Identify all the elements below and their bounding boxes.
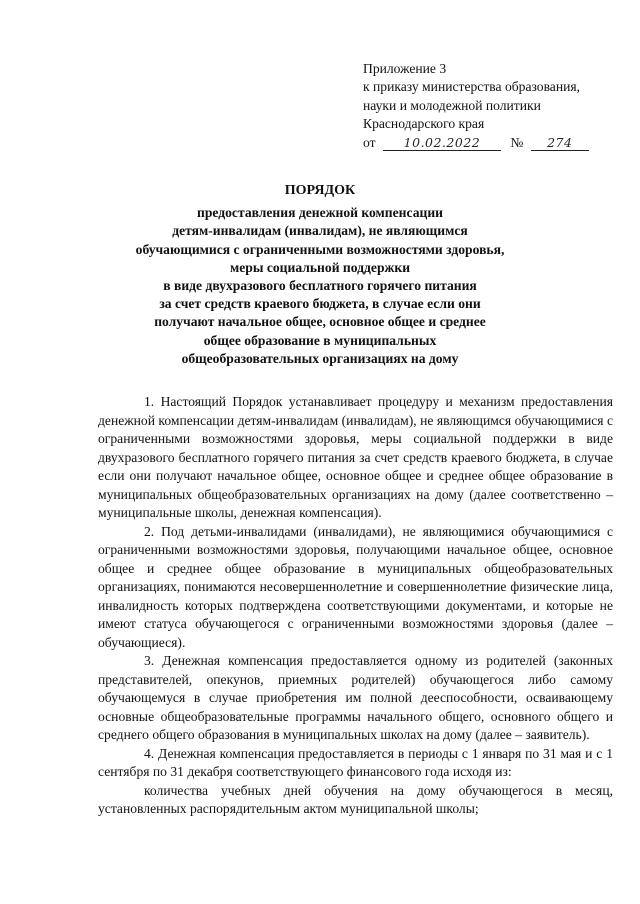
handwritten-date: 10.02.2022: [403, 134, 481, 150]
handwritten-number: 274: [547, 134, 573, 150]
title-line: общее образование в муниципальных: [203, 332, 437, 348]
paragraph-1: 1. Настоящий Порядок устанавливает процедуру и механизм предоставления денежной компенсации детям-инвалидам (инвалидам), не являющимся обучающимися с ограниченными возможностями здоровья, меры социальной поддержки в виде двухразового бесплатного горячего питания за счет средств краевого бюджета, в случае если они получают начальное общее, основное общее и среднее общее образование в муниципальных общеобразовательных организациях на дому (далее соответственно – муниципальные школы, денежная компенсация).: [98, 394, 613, 520]
paragraph-4: 4. Денежная компенсация предоставляется в периоды с 1 января по 31 мая и с 1 сентября по 31 декабря соответствующего финансового года исходя из:: [98, 745, 613, 779]
annex-ministry-line: науки и молодежной политики: [363, 97, 541, 113]
annex-date-number-line: [363, 134, 625, 152]
number-field: [531, 135, 589, 151]
number-label: №: [510, 134, 524, 150]
document-body: [98, 393, 613, 819]
annex-region-line: Краснодарского края: [363, 116, 485, 132]
title-line: получают начальное общее, основное общее и среднее: [154, 314, 486, 330]
annex-block: [363, 60, 625, 152]
annex-number: Приложение 3: [363, 61, 447, 76]
annex-order-line: к приказу министерства образования,: [363, 79, 581, 95]
paragraph-4-item: количества учебных дней обучения на дому обучающегося в месяц, установленных распорядительным актом муниципальной школы;: [98, 782, 613, 816]
title-line: общеобразовательных организациях на дому: [181, 350, 459, 366]
title-line: за счет средств краевого бюджета, в случае если они: [159, 296, 481, 312]
paragraph-3: 3. Денежная компенсация предоставляется одному из родителей (законных представителей, опекунов, приемных родителей) обучающегося либо самому обучающемуся в случае приобретения им полной дееспособности, осваивающему основные общеобразовательные программы начального общего, основного общего и среднего общего образования в муниципальных школах на дому (далее – заявитель).: [98, 653, 613, 742]
paragraph-2: 2. Под детьми-инвалидами (инвалидами), не являющимися обучающимися с ограниченными возможностями здоровья, получающими начальное общее, основное общее и среднее общее образование в муниципальных общеобразовательных организациях, понимаются несовершеннолетние и совершеннолетние физические лица, инвалидность которых подтверждена соответствующими документами, и которые не имеют статуса обучающегося с ограниченными возможностями здоровья (далее – обучающиеся).: [98, 523, 613, 650]
title-line: предоставления денежной компенсации: [197, 205, 443, 221]
date-field: [383, 135, 501, 151]
title-line: обучающимися с ограниченными возможностями здоровья,: [135, 241, 505, 257]
title-line: детям-инвалидам (инвалидам), не являющимся: [172, 223, 468, 239]
title-heading: ПОРЯДОК: [284, 183, 356, 198]
from-label: от: [363, 134, 376, 150]
title-line: в виде двухразового бесплатного горячего питания: [163, 278, 477, 294]
title-line: меры социальной поддержки: [229, 259, 411, 275]
document-title: [120, 182, 520, 368]
